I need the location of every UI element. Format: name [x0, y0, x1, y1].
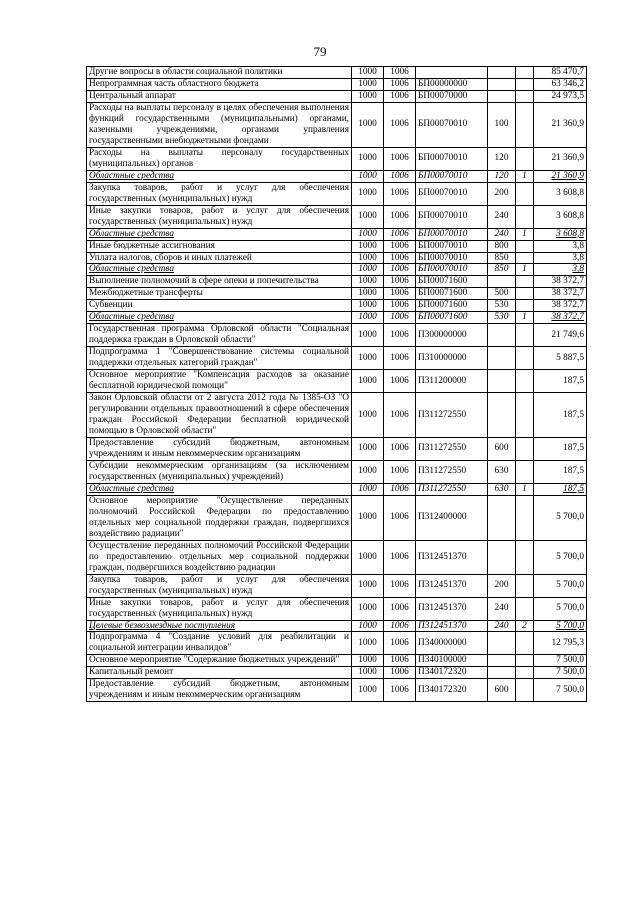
amount: 5 700,0: [534, 495, 587, 540]
target-article-code: БП00071600: [416, 300, 488, 312]
subsection-code: 1006: [384, 597, 416, 620]
row-name: Предоставление субсидий бюджетным, автономным учреждениям и иным некоммерческим организациям: [87, 679, 352, 702]
table-row: [87, 276, 587, 288]
subsection-code: 1006: [384, 67, 416, 79]
section-code: 1000: [352, 483, 384, 495]
section-code: 1000: [352, 252, 384, 264]
funding-source-code: [516, 540, 534, 574]
subsection-code: 1006: [384, 495, 416, 540]
table-row: [87, 347, 587, 370]
section-code: 1000: [352, 679, 384, 702]
funding-source-code: 1: [516, 170, 534, 182]
subsection-code: 1006: [384, 438, 416, 461]
funding-source-code: [516, 597, 534, 620]
table-row: [87, 102, 587, 147]
expense-type-code: [488, 347, 516, 370]
table-row: [87, 679, 587, 702]
row-name: Областные средства: [87, 170, 352, 182]
expense-type-code: 850: [488, 252, 516, 264]
amount: 5 700,0: [534, 597, 587, 620]
funding-source-code: [516, 182, 534, 205]
subsection-code: 1006: [384, 574, 416, 597]
section-code: 1000: [352, 182, 384, 205]
expense-type-code: [488, 655, 516, 667]
table-row: [87, 632, 587, 655]
funding-source-code: [516, 78, 534, 90]
funding-source-code: 2: [516, 620, 534, 632]
funding-source-code: [516, 147, 534, 170]
table-row: [87, 252, 587, 264]
row-name: Областные средства: [87, 264, 352, 276]
target-article-code: П340172320: [416, 679, 488, 702]
section-code: 1000: [352, 347, 384, 370]
section-code: 1000: [352, 540, 384, 574]
amount: 5 887,5: [534, 347, 587, 370]
amount: 187,5: [534, 438, 587, 461]
table-row: [87, 438, 587, 461]
amount: 187,5: [534, 460, 587, 483]
expense-type-code: 600: [488, 438, 516, 461]
expense-type-code: [488, 78, 516, 90]
row-name: Субсидии некоммерческим организациям (за исключением государственных (муниципальных) учреждений): [87, 460, 352, 483]
subsection-code: 1006: [384, 78, 416, 90]
table-row: [87, 370, 587, 393]
funding-source-code: 1: [516, 264, 534, 276]
subsection-code: 1006: [384, 90, 416, 102]
amount: 5 700,0: [534, 620, 587, 632]
expense-type-code: 240: [488, 597, 516, 620]
subsection-code: 1006: [384, 276, 416, 288]
target-article-code: [416, 67, 488, 79]
target-article-code: БП00070010: [416, 205, 488, 228]
section-code: 1000: [352, 147, 384, 170]
subsection-code: 1006: [384, 312, 416, 324]
target-article-code: П340000000: [416, 632, 488, 655]
row-name: Осуществление переданных полномочий Российской Федерации по предоставлению отдельных мер социальной поддержки граждан, подвергшихся воздействию радиации: [87, 540, 352, 574]
subsection-code: 1006: [384, 252, 416, 264]
section-code: 1000: [352, 393, 384, 438]
amount: 21 360,9: [534, 102, 587, 147]
row-name: Основное мероприятие "Содержание бюджетных учреждений": [87, 655, 352, 667]
expense-type-code: [488, 495, 516, 540]
section-code: 1000: [352, 597, 384, 620]
funding-source-code: 1: [516, 228, 534, 240]
section-code: 1000: [352, 90, 384, 102]
row-name: Расходы на выплаты персоналу в целях обеспечения выполнения функций государственными (муниципальными) органами, казенными учреждениями, органами управления государственными внебюджетными фондами: [87, 102, 352, 147]
funding-source-code: 1: [516, 312, 534, 324]
target-article-code: БП00070010: [416, 182, 488, 205]
expense-type-code: 200: [488, 574, 516, 597]
row-name: Основное мероприятие "Осуществление переданных полномочий Российской Федерации по предоставлению отдельных мер социальной поддержки граждан, подвергшихся воздействию радиации": [87, 495, 352, 540]
funding-source-code: [516, 90, 534, 102]
section-code: 1000: [352, 460, 384, 483]
expense-type-code: [488, 324, 516, 347]
expense-type-code: 530: [488, 300, 516, 312]
table-row: [87, 240, 587, 252]
expense-type-code: 120: [488, 170, 516, 182]
row-name: Уплата налогов, сборов и иных платежей: [87, 252, 352, 264]
row-name: Подпрограмма 4 "Создание условий для реабилитации и социальной интеграции инвалидов": [87, 632, 352, 655]
subsection-code: 1006: [384, 240, 416, 252]
table-row: [87, 90, 587, 102]
target-article-code: БП00070010: [416, 252, 488, 264]
row-name: Центральный аппарат: [87, 90, 352, 102]
expense-type-code: 200: [488, 182, 516, 205]
amount: 38 372,7: [534, 300, 587, 312]
subsection-code: 1006: [384, 655, 416, 667]
subsection-code: 1006: [384, 620, 416, 632]
section-code: 1000: [352, 324, 384, 347]
row-name: Иные закупки товаров, работ и услуг для обеспечения государственных (муниципальных) нужд: [87, 597, 352, 620]
funding-source-code: [516, 393, 534, 438]
amount: 21 749,6: [534, 324, 587, 347]
row-name: Государственная программа Орловской области "Социальная поддержка граждан в Орловской области": [87, 324, 352, 347]
section-code: 1000: [352, 228, 384, 240]
section-code: 1000: [352, 170, 384, 182]
amount: 5 700,0: [534, 540, 587, 574]
subsection-code: 1006: [384, 182, 416, 205]
row-name: Предоставление субсидий бюджетным, автономным учреждениям и иным некоммерческим организациям: [87, 438, 352, 461]
target-article-code: БП00070000: [416, 90, 488, 102]
target-article-code: П311200000: [416, 370, 488, 393]
expense-type-code: [488, 393, 516, 438]
subsection-code: 1006: [384, 483, 416, 495]
subsection-code: 1006: [384, 324, 416, 347]
funding-source-code: [516, 667, 534, 679]
target-article-code: БП00000000: [416, 78, 488, 90]
section-code: 1000: [352, 240, 384, 252]
expense-type-code: [488, 540, 516, 574]
subsection-code: 1006: [384, 102, 416, 147]
funding-source-code: [516, 347, 534, 370]
section-code: 1000: [352, 264, 384, 276]
row-name: Закупка товаров, работ и услуг для обеспечения государственных (муниципальных) нужд: [87, 182, 352, 205]
table-row: [87, 324, 587, 347]
row-name: Областные средства: [87, 483, 352, 495]
section-code: 1000: [352, 438, 384, 461]
expense-type-code: 100: [488, 102, 516, 147]
funding-source-code: 1: [516, 483, 534, 495]
section-code: 1000: [352, 300, 384, 312]
amount: 3,8: [534, 252, 587, 264]
expense-type-code: 800: [488, 240, 516, 252]
funding-source-code: [516, 240, 534, 252]
amount: 7 500,0: [534, 667, 587, 679]
funding-source-code: [516, 288, 534, 300]
amount: 38 372,7: [534, 288, 587, 300]
target-article-code: П310000000: [416, 347, 488, 370]
amount: 7 500,0: [534, 655, 587, 667]
expense-type-code: 120: [488, 147, 516, 170]
target-article-code: БП00071600: [416, 276, 488, 288]
target-article-code: П300000000: [416, 324, 488, 347]
funding-source-code: [516, 252, 534, 264]
amount: 24 973,5: [534, 90, 587, 102]
subsection-code: 1006: [384, 679, 416, 702]
amount: 3,8: [534, 240, 587, 252]
table-row: [87, 205, 587, 228]
expense-type-code: [488, 276, 516, 288]
table-row: [87, 667, 587, 679]
table-row: [87, 300, 587, 312]
row-name: Иные закупки товаров, работ и услуг для обеспечения государственных (муниципальных) нужд: [87, 205, 352, 228]
expense-type-code: [488, 632, 516, 655]
target-article-code: БП00070010: [416, 240, 488, 252]
section-code: 1000: [352, 574, 384, 597]
row-name: Основное мероприятие "Компенсация расходов за оказание бесплатной юридической помощи": [87, 370, 352, 393]
amount: 187,5: [534, 483, 587, 495]
section-code: 1000: [352, 102, 384, 147]
expense-type-code: [488, 667, 516, 679]
table-row: [87, 574, 587, 597]
row-name: Областные средства: [87, 312, 352, 324]
table-row: [87, 597, 587, 620]
table-row: [87, 78, 587, 90]
amount: 21 360,9: [534, 170, 587, 182]
target-article-code: БП00070010: [416, 147, 488, 170]
subsection-code: 1006: [384, 667, 416, 679]
subsection-code: 1006: [384, 540, 416, 574]
target-article-code: П312451370: [416, 540, 488, 574]
target-article-code: БП00071600: [416, 312, 488, 324]
target-article-code: П311272550: [416, 393, 488, 438]
funding-source-code: [516, 324, 534, 347]
target-article-code: БП00071600: [416, 288, 488, 300]
page-number: 79: [313, 44, 327, 59]
section-code: 1000: [352, 667, 384, 679]
funding-source-code: [516, 460, 534, 483]
row-name: Выполнение полномочий в сфере опеки и попечительства: [87, 276, 352, 288]
table-row: [87, 540, 587, 574]
section-code: 1000: [352, 276, 384, 288]
section-code: 1000: [352, 288, 384, 300]
expense-type-code: 500: [488, 288, 516, 300]
section-code: 1000: [352, 655, 384, 667]
table-row: [87, 288, 587, 300]
row-name: Областные средства: [87, 228, 352, 240]
expense-type-code: 240: [488, 205, 516, 228]
amount: 3 608,8: [534, 182, 587, 205]
table-row: [87, 264, 587, 276]
target-article-code: БП00070010: [416, 264, 488, 276]
subsection-code: 1006: [384, 147, 416, 170]
expense-type-code: 630: [488, 460, 516, 483]
row-name: Другие вопросы в области социальной политики: [87, 67, 352, 79]
table-row: [87, 393, 587, 438]
amount: 187,5: [534, 393, 587, 438]
row-name: Закон Орловской области от 2 августа 2012 года № 1385-ОЗ "О регулировании отдельных правоотношений в сфере обеспечения граждан Российской Федерации бесплатной юридической помощью в Орловской области": [87, 393, 352, 438]
section-code: 1000: [352, 78, 384, 90]
funding-source-code: [516, 205, 534, 228]
subsection-code: 1006: [384, 288, 416, 300]
subsection-code: 1006: [384, 393, 416, 438]
funding-source-code: [516, 67, 534, 79]
expense-type-code: [488, 67, 516, 79]
amount: 12 795,3: [534, 632, 587, 655]
row-name: Подпрограмма 1 "Совершенствование системы социальной поддержки отдельных категорий граждан": [87, 347, 352, 370]
subsection-code: 1006: [384, 264, 416, 276]
funding-source-code: [516, 370, 534, 393]
table-row: [87, 655, 587, 667]
funding-source-code: [516, 102, 534, 147]
funding-source-code: [516, 276, 534, 288]
table-row: [87, 460, 587, 483]
expense-type-code: [488, 370, 516, 393]
funding-source-code: [516, 632, 534, 655]
target-article-code: П312451370: [416, 597, 488, 620]
section-code: 1000: [352, 370, 384, 393]
row-name: Субвенции: [87, 300, 352, 312]
section-code: 1000: [352, 67, 384, 79]
amount: 85 470,7: [534, 67, 587, 79]
section-code: 1000: [352, 495, 384, 540]
funding-source-code: [516, 679, 534, 702]
funding-source-code: [516, 574, 534, 597]
amount: 38 372,7: [534, 312, 587, 324]
expense-type-code: [488, 90, 516, 102]
table-row: [87, 147, 587, 170]
table-row: [87, 620, 587, 632]
funding-source-code: [516, 438, 534, 461]
section-code: 1000: [352, 312, 384, 324]
expense-type-code: 630: [488, 483, 516, 495]
budget-table: [86, 66, 587, 702]
amount: 3 608,8: [534, 205, 587, 228]
target-article-code: П340100000: [416, 655, 488, 667]
expense-type-code: 600: [488, 679, 516, 702]
subsection-code: 1006: [384, 347, 416, 370]
row-name: Целевые безвозмездные поступления: [87, 620, 352, 632]
amount: 187,5: [534, 370, 587, 393]
target-article-code: БП00070010: [416, 170, 488, 182]
table-row: [87, 67, 587, 79]
subsection-code: 1006: [384, 300, 416, 312]
row-name: Расходы на выплаты персоналу государственных (муниципальных) органов: [87, 147, 352, 170]
target-article-code: БП00070010: [416, 102, 488, 147]
funding-source-code: [516, 495, 534, 540]
section-code: 1000: [352, 632, 384, 655]
table-row: [87, 170, 587, 182]
target-article-code: П311272550: [416, 438, 488, 461]
target-article-code: П311272550: [416, 483, 488, 495]
target-article-code: БП00070010: [416, 228, 488, 240]
expense-type-code: 240: [488, 228, 516, 240]
expense-type-code: 240: [488, 620, 516, 632]
row-name: Закупка товаров, работ и услуг для обеспечения государственных (муниципальных) нужд: [87, 574, 352, 597]
target-article-code: П340172320: [416, 667, 488, 679]
subsection-code: 1006: [384, 370, 416, 393]
target-article-code: П312451370: [416, 574, 488, 597]
section-code: 1000: [352, 205, 384, 228]
funding-source-code: [516, 300, 534, 312]
table-row: [87, 495, 587, 540]
expense-type-code: 850: [488, 264, 516, 276]
table-row: [87, 483, 587, 495]
amount: 5 700,0: [534, 574, 587, 597]
row-name: Иные бюджетные ассигнования: [87, 240, 352, 252]
subsection-code: 1006: [384, 205, 416, 228]
expense-type-code: 530: [488, 312, 516, 324]
row-name: Межбюджетные трансферты: [87, 288, 352, 300]
table-row: [87, 312, 587, 324]
table-row: [87, 228, 587, 240]
row-name: Капитальный ремонт: [87, 667, 352, 679]
target-article-code: П312451370: [416, 620, 488, 632]
target-article-code: П312400000: [416, 495, 488, 540]
funding-source-code: [516, 655, 534, 667]
row-name: Непрограммная часть областного бюджета: [87, 78, 352, 90]
amount: 3 608,8: [534, 228, 587, 240]
subsection-code: 1006: [384, 170, 416, 182]
amount: 38 372,7: [534, 276, 587, 288]
amount: 7 500,0: [534, 679, 587, 702]
target-article-code: П311272550: [416, 460, 488, 483]
subsection-code: 1006: [384, 632, 416, 655]
table-row: [87, 182, 587, 205]
amount: 3,8: [534, 264, 587, 276]
subsection-code: 1006: [384, 460, 416, 483]
amount: 21 360,9: [534, 147, 587, 170]
section-code: 1000: [352, 620, 384, 632]
amount: 63 346,2: [534, 78, 587, 90]
subsection-code: 1006: [384, 228, 416, 240]
